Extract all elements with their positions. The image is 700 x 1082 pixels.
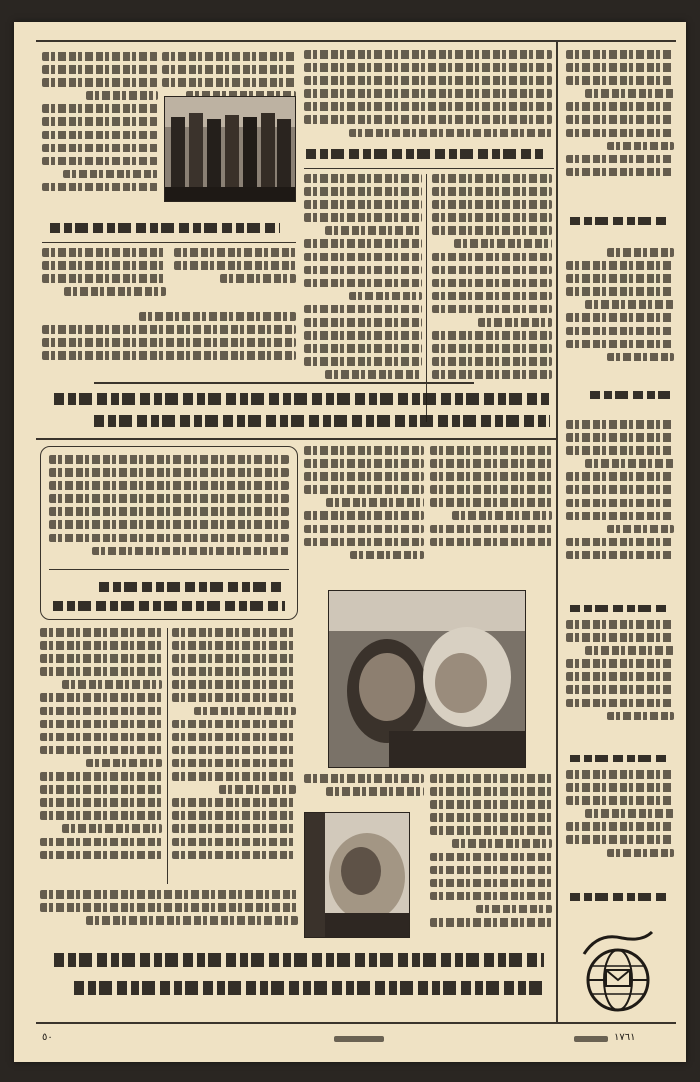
photo-portrait-large	[328, 590, 526, 768]
mid-article-col-left	[304, 446, 424, 586]
right-column-headline-1	[570, 210, 670, 236]
center-article-top	[304, 50, 552, 140]
center-headline-rule	[304, 168, 554, 169]
issue-number: ۱٧٦١	[614, 1032, 636, 1043]
caption-left	[304, 774, 424, 808]
page-sheet	[14, 22, 686, 1062]
top-left-intro-left	[42, 52, 158, 212]
photo-article-headline	[50, 218, 280, 234]
center-col-divider	[426, 174, 427, 422]
right-column-block-5	[566, 770, 674, 880]
lower-col-divider	[167, 628, 168, 884]
center-article-col-left	[304, 174, 422, 424]
page-number: ٥٠	[42, 1032, 53, 1043]
right-column-headline-2	[570, 384, 670, 410]
wide-banner-headline	[54, 390, 550, 434]
boxed-notice	[40, 446, 298, 620]
photo-group-of-people	[164, 96, 296, 202]
banner-rule-top	[94, 382, 474, 384]
right-column-divider	[556, 40, 558, 1022]
short-item-left	[42, 248, 166, 298]
bottom-banner-headline	[54, 952, 544, 1014]
right-column-block-4	[566, 620, 674, 740]
right-column-headline-5	[570, 886, 670, 912]
right-column-headline-3	[570, 598, 670, 612]
boxed-notice-headline	[53, 577, 285, 611]
lower-article-footnote	[40, 890, 298, 930]
right-column-block-3	[566, 420, 674, 590]
newspaper-page	[14, 22, 686, 1062]
boxed-notice-rule	[49, 569, 289, 570]
right-column-headline-4	[570, 748, 670, 762]
footer-date-mark	[574, 1036, 608, 1042]
banner-rule-bottom	[36, 438, 556, 440]
right-column-block-2	[566, 248, 674, 378]
center-article-col-right	[432, 174, 552, 424]
center-headline	[306, 144, 546, 160]
lower-article-col-left	[40, 628, 162, 886]
photo-small	[304, 812, 410, 938]
short-item-right	[174, 248, 296, 298]
mid-article-col-right	[430, 446, 552, 576]
short-item-wide	[42, 312, 296, 372]
bottom-rule	[36, 1022, 676, 1024]
photo-article-rule	[42, 242, 296, 243]
lower-article-col-right	[172, 628, 296, 886]
top-rule	[36, 40, 676, 42]
mid-article-continuation	[430, 774, 552, 942]
right-column-block-1	[566, 50, 674, 200]
footer-masthead-mark	[334, 1036, 384, 1042]
boxed-notice-body	[49, 455, 289, 565]
globe-envelope-logo-icon	[578, 924, 658, 1014]
